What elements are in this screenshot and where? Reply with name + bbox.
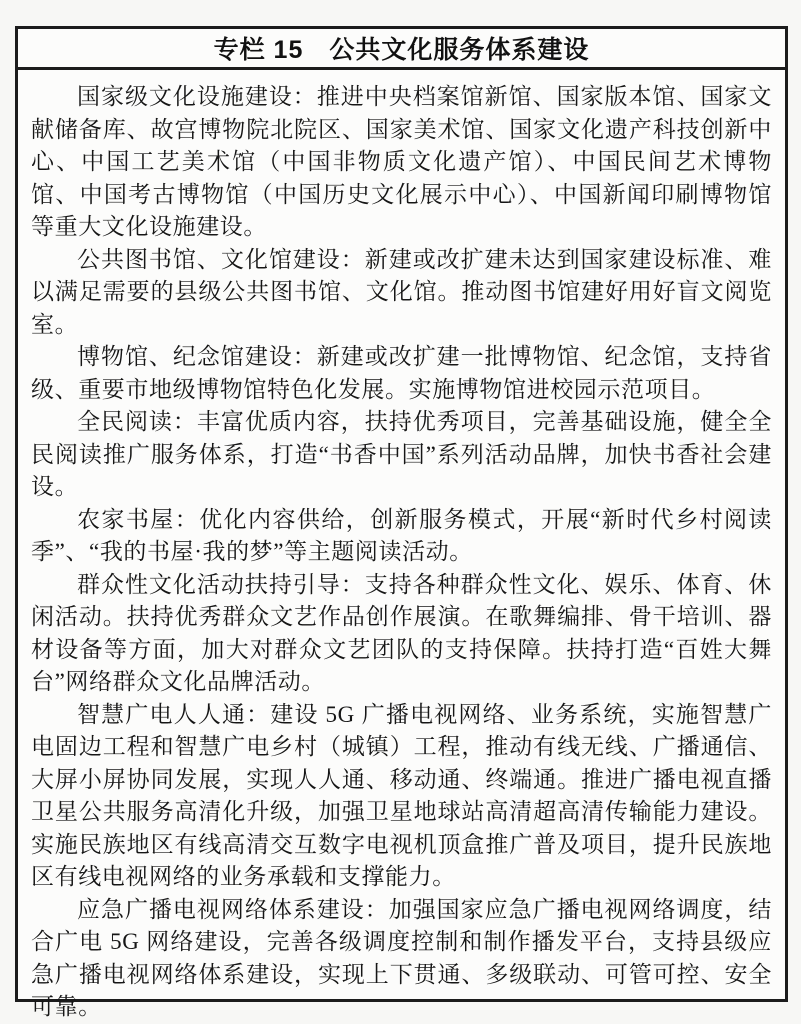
paragraph-emergency-broadcasting: 应急广播电视网络体系建设：加强国家应急广播电视网络调度，结合广电 5G 网络建设，完善各级调度控制和制作播发平台，支持县级应急广播电视网络体系建设，实现上下贯通、多级联动、可管可控、安全可靠。 (31, 896, 772, 1019)
paragraph-smart-broadcasting: 智慧广电人人通：建设 5G 广播电视网络、业务系统，实施智慧广电固边工程和智慧广电乡村（城镇）工程，推动有线无线、广播通信、大屏小屏协同发展，实现人人通、移动通、终端通。推进广播电视直播卫星公共服务高清化升级，加强卫星地球站高清超高清传输能力建设。实施民族地区有线高清交互数字电视机顶盒推广普及项目，提升民族地区有线电视网络的业务承载和支撑能力。 (31, 701, 772, 889)
panel-title: 专栏 15 公共文化服务体系建设 (213, 36, 590, 64)
paragraph-public-libraries: 公共图书馆、文化馆建设：新建或改扩建未达到国家建设标准、难以满足需要的县级公共图书馆、文化馆。推动图书馆建好用好盲文阅览室。 (31, 246, 772, 337)
paragraph-national-reading: 全民阅读：丰富优质内容，扶持优秀项目，完善基础设施，健全全民阅读推广服务体系，打造“书香中国”系列活动品牌，加快书香社会建设。 (31, 409, 772, 499)
column-15-panel (15, 26, 788, 1019)
paragraph-mass-cultural-activities: 群众性文化活动扶持引导：支持各种群众性文化、娱乐、体育、休闲活动。扶持优秀群众文艺作品创作展演。在歌舞编排、骨干培训、器材设备等方面，加大对群众文艺团队的支持保障。扶持打造“百姓大舞台”网络群众文化品牌活动。 (31, 571, 772, 694)
paragraph-national-facilities: 国家级文化设施建设：推进中央档案馆新馆、国家版本馆、国家文献储备库、故宫博物院北院区、国家美术馆、国家文化遗产科技创新中心、中国工艺美术馆（中国非物质文化遗产馆）、中国民间艺术博物馆、中国考古博物馆（中国历史文化展示中心）、中国新闻印刷博物馆等重大文化设施建设。 (31, 84, 772, 239)
paragraph-museums: 博物馆、纪念馆建设：新建或改扩建一批博物馆、纪念馆，支持省级、重要市地级博物馆特色化发展。实施博物馆进校园示范项目。 (31, 344, 772, 402)
paragraph-rural-book-houses: 农家书屋：优化内容供给，创新服务模式，开展“新时代乡村阅读季”、“我的书屋·我的梦”等主题阅读活动。 (31, 506, 772, 564)
panel-title-row (18, 29, 785, 70)
panel-body (18, 70, 785, 1024)
